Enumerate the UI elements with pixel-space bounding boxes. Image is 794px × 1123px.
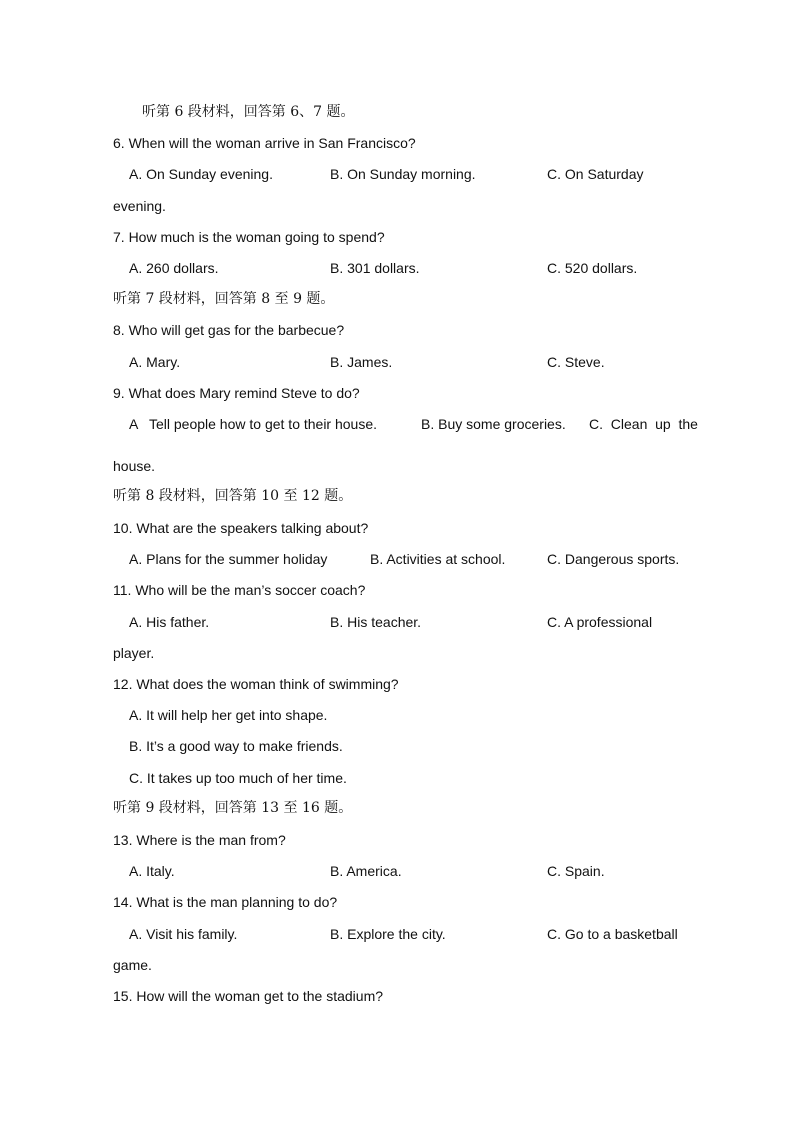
q11-option-b: B. His teacher. (330, 614, 422, 630)
q11-option-c: C. A professional (547, 614, 653, 630)
question-12: 12. What does the woman think of swimming? (113, 676, 399, 692)
q8-option-c: C. Steve. (547, 354, 605, 370)
question-9: 9. What does Mary remind Steve to do? (113, 385, 360, 401)
q13-option-a: A. Italy. (129, 863, 175, 879)
q11-option-c-continued: player. (113, 645, 155, 661)
question-8: 8. Who will get gas for the barbecue? (113, 322, 345, 338)
question-7: 7. How much is the woman going to spend? (113, 229, 385, 245)
q7-option-c: C. 520 dollars. (547, 260, 638, 276)
q10-option-c: C. Dangerous sports. (547, 551, 680, 567)
q7-option-b: B. 301 dollars. (330, 260, 420, 276)
q10-option-a: A. Plans for the summer holiday (129, 551, 328, 567)
q6-option-b: B. On Sunday morning. (330, 166, 476, 182)
q11-option-a: A. His father. (129, 614, 210, 630)
q8-option-b: B. James. (330, 354, 393, 370)
question-6: 6. When will the woman arrive in San Francisco? (113, 135, 416, 151)
q10-option-b: B. Activities at school. (370, 551, 506, 567)
section-heading-9: 听第 9 段材料，回答第 13 至 16 题。 (113, 800, 353, 816)
q8-option-a: A. Mary. (129, 354, 181, 370)
section-heading-7: 听第 7 段材料，回答第 8 至 9 题。 (113, 291, 335, 307)
q9-option-c-continued: house. (113, 458, 156, 474)
q14-option-c-continued: game. (113, 957, 152, 973)
q13-option-b: B. America. (330, 863, 402, 879)
q12-option-b: B. It’s a good way to make friends. (129, 738, 343, 754)
q14-option-b: B. Explore the city. (330, 926, 446, 942)
q12-option-c: C. It takes up too much of her time. (129, 770, 347, 786)
q9-option-c: C. Clean up the (589, 416, 698, 432)
question-11: 11. Who will be the man’s soccer coach? (113, 582, 366, 598)
section-heading-6: 听第 6 段材料，回答第 6、7 题。 (142, 104, 355, 120)
q7-option-a: A. 260 dollars. (129, 260, 219, 276)
question-10: 10. What are the speakers talking about? (113, 520, 369, 536)
q9-option-a: A Tell people how to get to their house. (129, 416, 378, 432)
q13-option-c: C. Spain. (547, 863, 605, 879)
q9-option-b: B. Buy some groceries. (421, 416, 566, 432)
q6-option-c: C. On Saturday (547, 166, 644, 182)
q6-option-c-continued: evening. (113, 198, 166, 214)
question-13: 13. Where is the man from? (113, 832, 286, 848)
section-heading-8: 听第 8 段材料，回答第 10 至 12 题。 (113, 488, 353, 504)
q12-option-a: A. It will help her get into shape. (129, 707, 328, 723)
q14-option-c: C. Go to a basketball (547, 926, 678, 942)
q6-option-a: A. On Sunday evening. (129, 166, 273, 182)
question-14: 14. What is the man planning to do? (113, 894, 338, 910)
q14-option-a: A. Visit his family. (129, 926, 238, 942)
question-15: 15. How will the woman get to the stadium? (113, 988, 384, 1004)
